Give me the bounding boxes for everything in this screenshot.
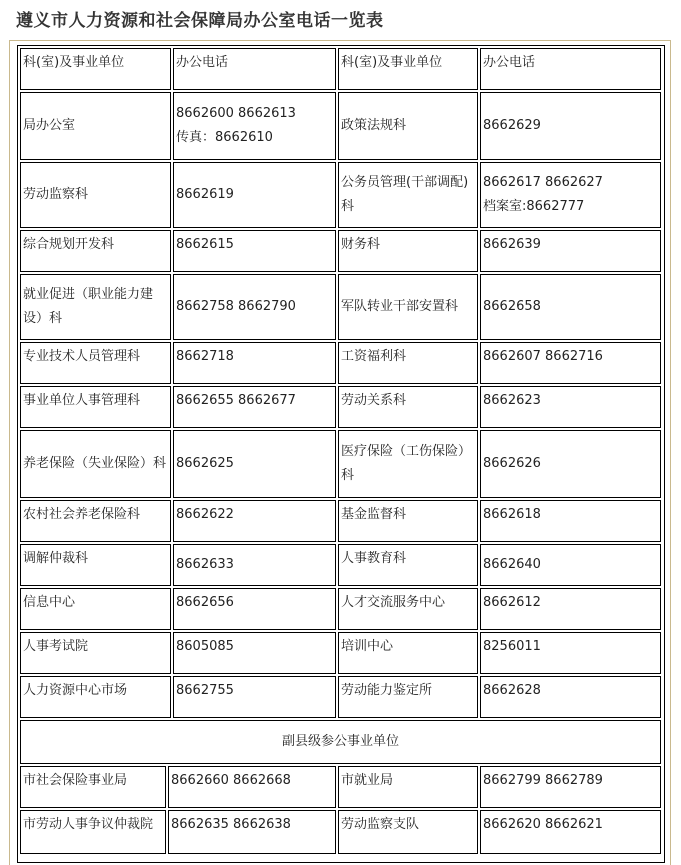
- table-cell-dept: 综合规划开发科: [20, 230, 171, 272]
- table-cell-phone: 8662619: [173, 162, 336, 228]
- table-cell-dept: 劳动关系科: [338, 386, 478, 428]
- table-cell-phone: 8662755: [173, 676, 336, 718]
- table-cell-dept: 市社会保险事业局: [20, 766, 166, 808]
- header-dept-left: 科(室)及事业单位: [20, 48, 171, 90]
- table-cell-dept: 劳动能力鉴定所: [338, 676, 478, 718]
- table-cell-dept: 市就业局: [338, 766, 478, 808]
- fax-number: 传真：8662610: [176, 130, 273, 145]
- table-cell-phone: 8662640: [480, 544, 661, 586]
- table-cell-dept: 专业技术人员管理科: [20, 342, 171, 384]
- table-cell-phone: 8662618: [480, 500, 661, 542]
- table-cell-phone: 8662612: [480, 588, 661, 630]
- table-cell-phone: 8662655 8662677: [173, 386, 336, 428]
- table-cell-dept: 调解仲裁科: [20, 544, 171, 586]
- table-cell-phone: 8605085: [173, 632, 336, 674]
- table-cell-dept: 信息中心: [20, 588, 171, 630]
- table-cell-dept: 事业单位人事管理科: [20, 386, 171, 428]
- table-cell-dept: 劳动监察科: [20, 162, 171, 228]
- table-cell-phone: 8662615: [173, 230, 336, 272]
- header-phone-left: 办公电话: [173, 48, 336, 90]
- table-cell-phone: 8662628: [480, 676, 661, 718]
- header-phone-right: 办公电话: [480, 48, 661, 90]
- table-cell-dept: 人事考试院: [20, 632, 171, 674]
- table-cell-phone: 8662626: [480, 430, 661, 498]
- table-cell-dept: 养老保险（失业保险）科: [20, 430, 171, 498]
- table-cell-dept: 医疗保险（工伤保险）科: [338, 430, 478, 498]
- section-title: 副县级参公事业单位: [20, 720, 661, 764]
- table-cell-dept: 公务员管理(干部调配)科: [338, 162, 478, 228]
- table-cell-phone: 8662799 8662789: [480, 766, 661, 808]
- table-cell-phone: 8662625: [173, 430, 336, 498]
- table-cell-phone: 8662639: [480, 230, 661, 272]
- table-cell-dept: 就业促进（职业能力建设）科: [20, 274, 171, 340]
- table-cell-dept: 人事教育科: [338, 544, 478, 586]
- table-cell-phone: 8662718: [173, 342, 336, 384]
- table-cell-dept: 政策法规科: [338, 92, 478, 160]
- table-cell-phone: [480, 162, 661, 228]
- table-cell-dept: 财务科: [338, 230, 478, 272]
- page-title: 遵义市人力资源和社会保障局办公室电话一览表: [16, 11, 384, 31]
- table-cell-phone: 8662622: [173, 500, 336, 542]
- table-cell-phone: 8662635 8662638: [168, 810, 336, 854]
- table-cell-phone: 8662633: [173, 544, 336, 586]
- table-cell-dept: 工资福利科: [338, 342, 478, 384]
- table-cell-dept: 局办公室: [20, 92, 171, 160]
- table-cell-phone: 8662660 8662668: [168, 766, 336, 808]
- header-dept-right: 科(室)及事业单位: [338, 48, 478, 90]
- table-cell-dept: 军队转业干部安置科: [338, 274, 478, 340]
- archive-number: 档案室:8662777: [483, 199, 585, 214]
- phone-number: 8662600 8662613: [176, 106, 296, 121]
- table-cell-dept: 市劳动人事争议仲裁院: [20, 810, 166, 854]
- table-cell-phone: 8662658: [480, 274, 661, 340]
- table-cell-phone: 8662656: [173, 588, 336, 630]
- table-cell-phone: 8662620 8662621: [480, 810, 661, 854]
- table-cell-dept: 劳动监察支队: [338, 810, 478, 854]
- table-cell-phone: 8662607 8662716: [480, 342, 661, 384]
- table-cell-phone: 8662629: [480, 92, 661, 160]
- table-cell-dept: 人才交流服务中心: [338, 588, 478, 630]
- table-cell-phone: [173, 92, 336, 160]
- table-cell-dept: 农村社会养老保险科: [20, 500, 171, 542]
- table-cell-dept: 人力资源中心市场: [20, 676, 171, 718]
- table-cell-dept: 培训中心: [338, 632, 478, 674]
- table-cell-dept: 基金监督科: [338, 500, 478, 542]
- table-cell-phone: 8256011: [480, 632, 661, 674]
- table-cell-phone: 8662758 8662790: [173, 274, 336, 340]
- phone-number: 8662617 8662627: [483, 175, 603, 190]
- table-cell-phone: 8662623: [480, 386, 661, 428]
